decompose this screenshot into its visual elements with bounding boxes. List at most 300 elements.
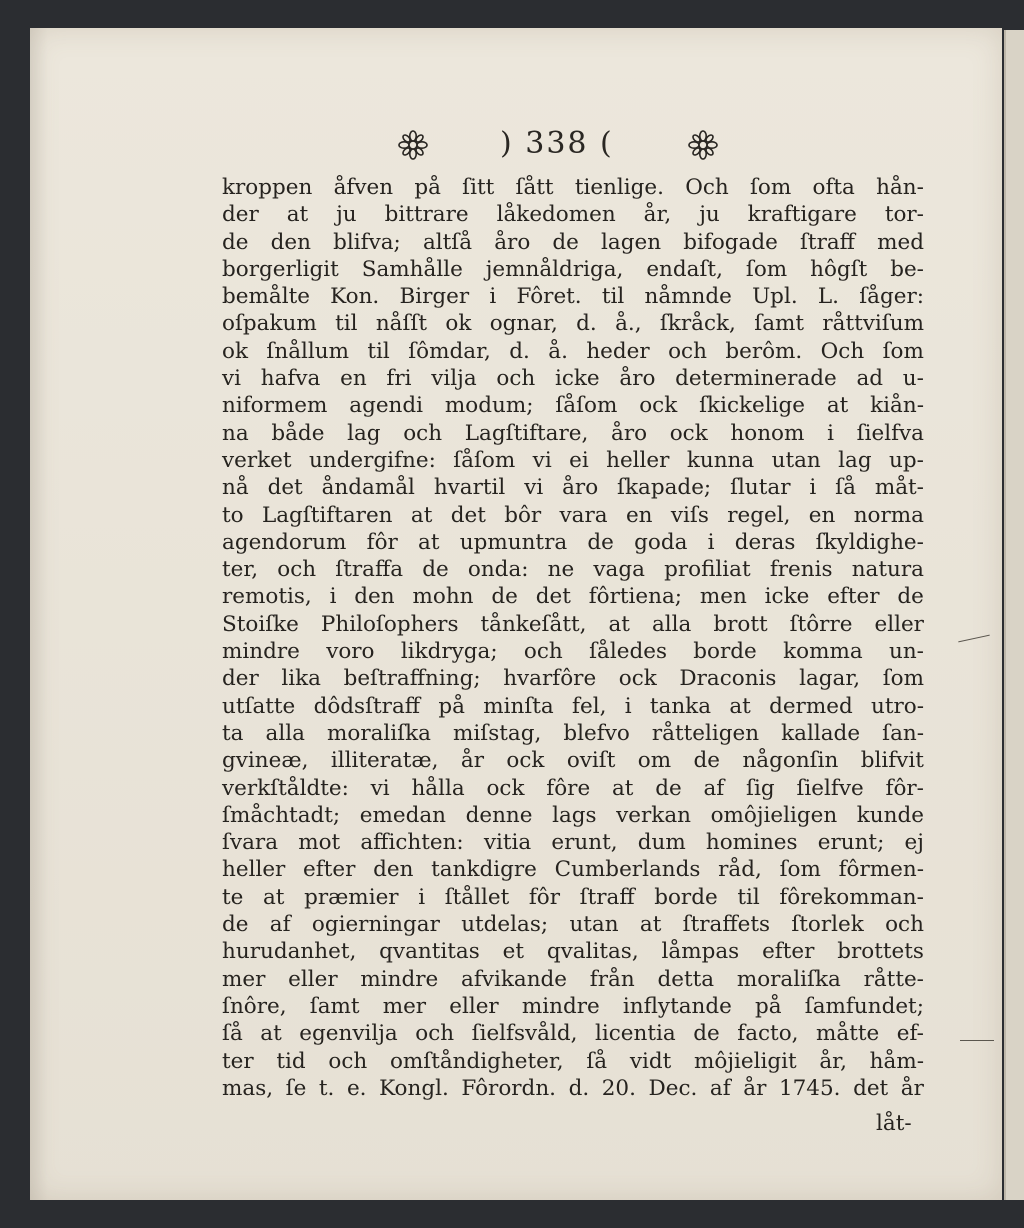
word: facto, — [737, 1021, 799, 1047]
word: vi — [370, 775, 390, 801]
text-line — [222, 529, 924, 556]
word: ſkråck, — [659, 311, 736, 337]
word: qvalitas, — [546, 939, 639, 965]
text-line — [222, 447, 924, 474]
word: ſvara — [222, 830, 279, 856]
word: och — [328, 1048, 368, 1074]
word: natura — [851, 557, 924, 583]
word: gvineæ, — [222, 748, 309, 774]
word: ſamfundet; — [804, 993, 924, 1019]
text-line — [222, 856, 924, 883]
word: Philoſophers — [320, 611, 459, 637]
word: vitia — [483, 830, 532, 856]
text-line — [222, 747, 924, 774]
word: utro- — [870, 693, 924, 719]
word: låkedomen — [496, 202, 616, 228]
word: ei — [569, 447, 589, 473]
word: i — [329, 584, 337, 610]
word: de — [491, 584, 518, 610]
word: hafva — [260, 366, 321, 392]
word: môjieligit — [694, 1048, 797, 1074]
word: ock — [486, 775, 525, 801]
body-text — [222, 174, 924, 1102]
word: at — [611, 775, 634, 801]
text-line — [222, 611, 924, 638]
text-line — [222, 556, 924, 583]
word: at — [410, 502, 433, 528]
word: tanka — [649, 693, 712, 719]
word: endaſt, — [646, 256, 723, 282]
word: likdryga; — [400, 639, 498, 665]
word: ok — [222, 338, 248, 364]
word: mer — [222, 966, 266, 992]
word: kroppen — [222, 175, 313, 200]
word: ter — [222, 1048, 254, 1074]
word: de — [693, 748, 721, 774]
text-line — [222, 474, 924, 501]
word: illiteratæ, — [330, 748, 439, 774]
word: fôr — [528, 884, 561, 910]
word: bôr — [504, 502, 542, 528]
word: icke — [554, 366, 600, 392]
word: mindre — [360, 966, 439, 992]
text-line — [222, 802, 924, 829]
word: efter — [303, 857, 356, 883]
word: på — [414, 175, 441, 200]
word: ter, — [222, 557, 259, 583]
word: kunna — [686, 447, 755, 473]
word: men — [699, 584, 747, 610]
word: ſkickelige — [699, 393, 805, 419]
word: brottets — [837, 939, 924, 965]
word: at — [262, 884, 285, 910]
word: ſtraffets — [682, 912, 771, 938]
word: mas, — [222, 1075, 274, 1101]
word: åro — [611, 420, 648, 446]
word: år, — [819, 1048, 847, 1074]
word: til — [367, 338, 390, 364]
word: undergifne: — [308, 447, 436, 473]
word: åro — [562, 475, 599, 501]
word: lika — [281, 666, 321, 692]
word: ſåſom — [555, 393, 618, 419]
word: 20. — [601, 1075, 636, 1101]
word: fôrmen- — [838, 857, 924, 883]
word: den — [270, 229, 311, 255]
word: berôm. — [725, 338, 803, 364]
text-line — [222, 1048, 924, 1075]
word: at — [260, 1021, 282, 1047]
word: Birger — [399, 284, 470, 310]
word: ju — [699, 202, 720, 228]
adjacent-page-edge — [1004, 30, 1024, 1200]
word: mot — [298, 830, 341, 856]
text-line — [222, 392, 924, 419]
word: miſstag, — [453, 720, 542, 746]
word: at — [639, 912, 662, 938]
word: vi — [222, 366, 242, 392]
word: ſtôrre — [789, 611, 853, 637]
word: denne — [465, 802, 533, 828]
word: jemnåldriga, — [485, 256, 624, 282]
word: och — [277, 557, 317, 583]
word: moraliſka — [736, 966, 841, 992]
word: i — [707, 529, 715, 555]
word: frenis — [769, 557, 833, 583]
word: kiån- — [870, 393, 924, 419]
word: åro — [494, 229, 531, 255]
word: deras — [734, 529, 796, 555]
word: efter — [762, 939, 815, 965]
word: blifvit — [860, 748, 924, 774]
word: altſå — [422, 229, 473, 255]
word: u- — [902, 366, 924, 392]
text-line — [222, 583, 924, 610]
word: efter — [827, 584, 880, 610]
word: ſom — [882, 338, 924, 364]
word: ſom — [882, 666, 924, 692]
text-line — [222, 665, 924, 692]
word: omôjieligen — [710, 802, 838, 828]
word: ſå — [835, 475, 856, 501]
word: til — [737, 884, 760, 910]
word: ad — [856, 366, 884, 392]
word: de — [222, 229, 249, 255]
word: borgerligit — [222, 256, 339, 282]
word: niformem — [222, 393, 328, 419]
word: heller — [222, 857, 286, 883]
word: de — [222, 912, 249, 938]
word: ſielfva — [856, 420, 924, 446]
word: eller — [288, 966, 338, 992]
word: blefvo — [563, 720, 630, 746]
word: i — [489, 284, 497, 310]
text-line — [222, 174, 924, 201]
word: ju — [336, 202, 357, 228]
word: norma — [853, 502, 924, 528]
word: ſå — [586, 1048, 608, 1074]
word: vaga — [593, 557, 645, 583]
word: både — [271, 420, 325, 446]
word: verkſtåldte: — [222, 775, 349, 801]
word: alla — [265, 720, 305, 746]
word: ſom — [749, 175, 792, 200]
word: råtteligen — [651, 720, 760, 746]
word: vidt — [629, 1048, 672, 1074]
word: måt- — [874, 475, 924, 501]
word: til — [335, 311, 358, 337]
text-line — [222, 720, 924, 747]
word: och — [523, 639, 563, 665]
word: tankdigre — [431, 857, 537, 883]
text-line — [222, 201, 924, 228]
word: de — [422, 557, 449, 583]
word: be- — [890, 256, 924, 282]
text-line — [222, 283, 924, 310]
word: alla — [651, 611, 692, 637]
word: verkan — [616, 802, 691, 828]
word: i — [827, 420, 834, 446]
text-line — [222, 1020, 924, 1047]
word: åfven — [333, 175, 394, 200]
word: Dec. — [648, 1075, 698, 1101]
word: borde — [693, 639, 757, 665]
word: dôdsſtraff — [313, 693, 421, 719]
word: komma — [783, 639, 863, 665]
word: de — [897, 584, 924, 610]
word: i — [624, 693, 632, 719]
word: och — [415, 1021, 455, 1047]
word: och — [668, 338, 707, 364]
word: utan — [771, 447, 821, 473]
word: na — [222, 420, 249, 446]
word: tånkeſått, — [480, 611, 587, 637]
word: måtte — [816, 1021, 880, 1047]
word: inflytande — [622, 993, 732, 1019]
text-line — [222, 502, 924, 529]
floral-ornament-icon — [688, 130, 718, 160]
page-number: ) 338 ( — [500, 126, 614, 161]
text-line — [222, 420, 924, 447]
floral-ornament-icon — [398, 130, 428, 160]
word: ſômdar, — [408, 338, 491, 364]
word: voro — [326, 639, 375, 665]
word: ſielfsvåld, — [471, 1021, 578, 1047]
word: i — [809, 475, 817, 501]
word: ſnållum — [266, 338, 349, 364]
word: det — [450, 502, 486, 528]
word: ſan- — [882, 720, 924, 746]
text-line — [222, 829, 924, 856]
word: hôgſt — [810, 256, 868, 282]
word: til — [601, 284, 625, 310]
text-line — [222, 966, 924, 993]
word: ſlutar — [730, 475, 791, 501]
text-line — [222, 338, 924, 365]
word: Cumberlands — [554, 857, 701, 883]
word: mohn — [412, 584, 474, 610]
word: erunt; — [817, 830, 885, 856]
word: vilja — [431, 366, 477, 392]
word: te — [222, 884, 244, 910]
word: Lagſtiftare, — [464, 420, 589, 446]
word: modum; — [444, 393, 534, 419]
word: tienlige. — [574, 175, 664, 200]
word: dermed — [769, 693, 853, 719]
word: detta — [657, 966, 715, 992]
text-line — [222, 693, 924, 720]
word: på — [755, 993, 782, 1019]
word: ofta — [812, 175, 855, 200]
word: en — [808, 502, 836, 528]
word: vi — [532, 447, 552, 473]
word: ſkyldighe- — [815, 529, 924, 555]
text-line — [222, 911, 924, 938]
word: Och — [685, 175, 729, 200]
word: borde — [654, 884, 718, 910]
word: nåſſt — [375, 311, 428, 337]
word: nå — [222, 475, 249, 501]
word: tor- — [884, 202, 924, 228]
word: fôr — [366, 529, 398, 555]
word: ognar, — [489, 311, 558, 337]
word: Lagſtiftaren — [261, 502, 393, 528]
word: at — [286, 202, 309, 228]
word: der — [222, 666, 259, 692]
margin-mark — [960, 1040, 994, 1041]
word: 1745. — [778, 1075, 841, 1101]
word: det — [853, 1075, 889, 1101]
word: remotis, — [222, 584, 312, 610]
word: år — [900, 1075, 924, 1101]
word: honom — [730, 420, 805, 446]
catchword: låt- — [876, 1111, 912, 1136]
word: agendorum — [222, 529, 347, 555]
word: ogierningar — [311, 912, 440, 938]
word: at — [826, 393, 849, 419]
word: vi — [524, 475, 544, 501]
word: om — [637, 748, 672, 774]
word: å. — [548, 338, 568, 364]
word: mer — [382, 993, 427, 1019]
word: ſtraff — [579, 884, 635, 910]
word: brott — [713, 611, 768, 637]
word: ſitt — [462, 175, 495, 200]
word: qvantitas — [379, 939, 480, 965]
word: omſtåndigheter, — [389, 1048, 564, 1074]
word: i — [418, 884, 426, 910]
word: eller — [874, 611, 924, 637]
word: ok — [445, 311, 472, 337]
word: onda: — [467, 557, 529, 583]
word: ſom — [745, 256, 788, 282]
word: det — [535, 584, 571, 610]
word: Samhålle — [361, 256, 463, 282]
word: från — [589, 966, 635, 992]
word: licentia — [595, 1021, 676, 1047]
word: fri — [386, 366, 412, 392]
word: ſielfve — [796, 775, 864, 801]
word: med — [877, 229, 924, 255]
word: ſåger: — [859, 284, 924, 310]
word: hvartil — [433, 475, 506, 501]
word: kraftigare — [747, 202, 857, 228]
margin-mark — [958, 635, 990, 643]
word: beſtraffning; — [343, 666, 481, 692]
word: ſkapade; — [617, 475, 712, 501]
word: d. — [568, 1075, 590, 1101]
word: at — [418, 529, 440, 555]
word: ock — [618, 666, 657, 692]
word: utdelas; — [461, 912, 549, 938]
word: fôrekomman- — [779, 884, 924, 910]
word: en — [340, 366, 367, 392]
word: hvarfôre — [503, 666, 597, 692]
word: kallade — [781, 720, 861, 746]
word: oviſt — [566, 748, 616, 774]
word: ſåſom — [453, 447, 516, 473]
word: erunt, — [551, 830, 618, 856]
word: upmuntra — [459, 529, 568, 555]
word: lags — [552, 802, 597, 828]
word: Kongl. — [379, 1075, 449, 1101]
word: ſått — [515, 175, 554, 200]
word: to — [222, 502, 244, 528]
word: å., — [615, 311, 642, 337]
text-line — [222, 310, 924, 337]
word: determinerade — [675, 366, 837, 392]
word: ſe — [285, 1075, 307, 1101]
word: lag — [347, 420, 381, 446]
word: ſamt — [309, 993, 360, 1019]
word: den — [354, 584, 395, 610]
word: råtte- — [863, 966, 924, 992]
word: regel, — [727, 502, 791, 528]
word: af — [709, 1075, 731, 1101]
word: et — [502, 939, 524, 965]
word: ne — [547, 557, 575, 583]
text-line — [222, 1075, 924, 1102]
word: på — [438, 693, 465, 719]
word: åro — [619, 366, 656, 392]
word: kunde — [856, 802, 924, 828]
word: icke — [764, 584, 810, 610]
word: de — [552, 229, 579, 255]
word: egenvilja — [299, 1021, 398, 1047]
word: och — [496, 366, 536, 392]
text-line — [222, 638, 924, 665]
book-page — [30, 28, 1002, 1200]
word: de — [655, 775, 682, 801]
word: lagen — [601, 229, 662, 255]
word: oſpakum — [222, 311, 317, 337]
word: nåmnde — [644, 284, 732, 310]
word: Kon. — [330, 284, 380, 310]
word: ſtraff — [799, 229, 855, 255]
word: mindre — [222, 639, 300, 665]
word: och — [885, 912, 924, 938]
word: låmpas — [661, 939, 740, 965]
word: fôr- — [885, 775, 924, 801]
word: Och — [820, 338, 865, 364]
word: verket — [222, 447, 292, 473]
word: Draconis — [679, 666, 777, 692]
word: den — [373, 857, 414, 883]
text-line — [222, 775, 924, 802]
text-line — [222, 938, 924, 965]
word: heder — [586, 338, 650, 364]
word: emedan — [359, 802, 446, 828]
word: profiliat — [664, 557, 751, 583]
word: t. — [318, 1075, 335, 1101]
word: bemålte — [222, 284, 310, 310]
word: ſmåchtadt; — [222, 802, 341, 828]
word: vara — [559, 502, 608, 528]
word: goda — [634, 529, 688, 555]
word: at — [729, 693, 751, 719]
text-line — [222, 884, 924, 911]
word: d. — [509, 338, 530, 364]
word: blifva; — [333, 229, 401, 255]
word: utſatte — [222, 693, 296, 719]
running-header — [30, 126, 1002, 166]
text-line — [222, 365, 924, 392]
word: afvikande — [461, 966, 568, 992]
word: lag — [838, 447, 872, 473]
text-line — [222, 993, 924, 1020]
word: ſå — [222, 1021, 243, 1047]
word: Stoiſke — [222, 611, 299, 637]
